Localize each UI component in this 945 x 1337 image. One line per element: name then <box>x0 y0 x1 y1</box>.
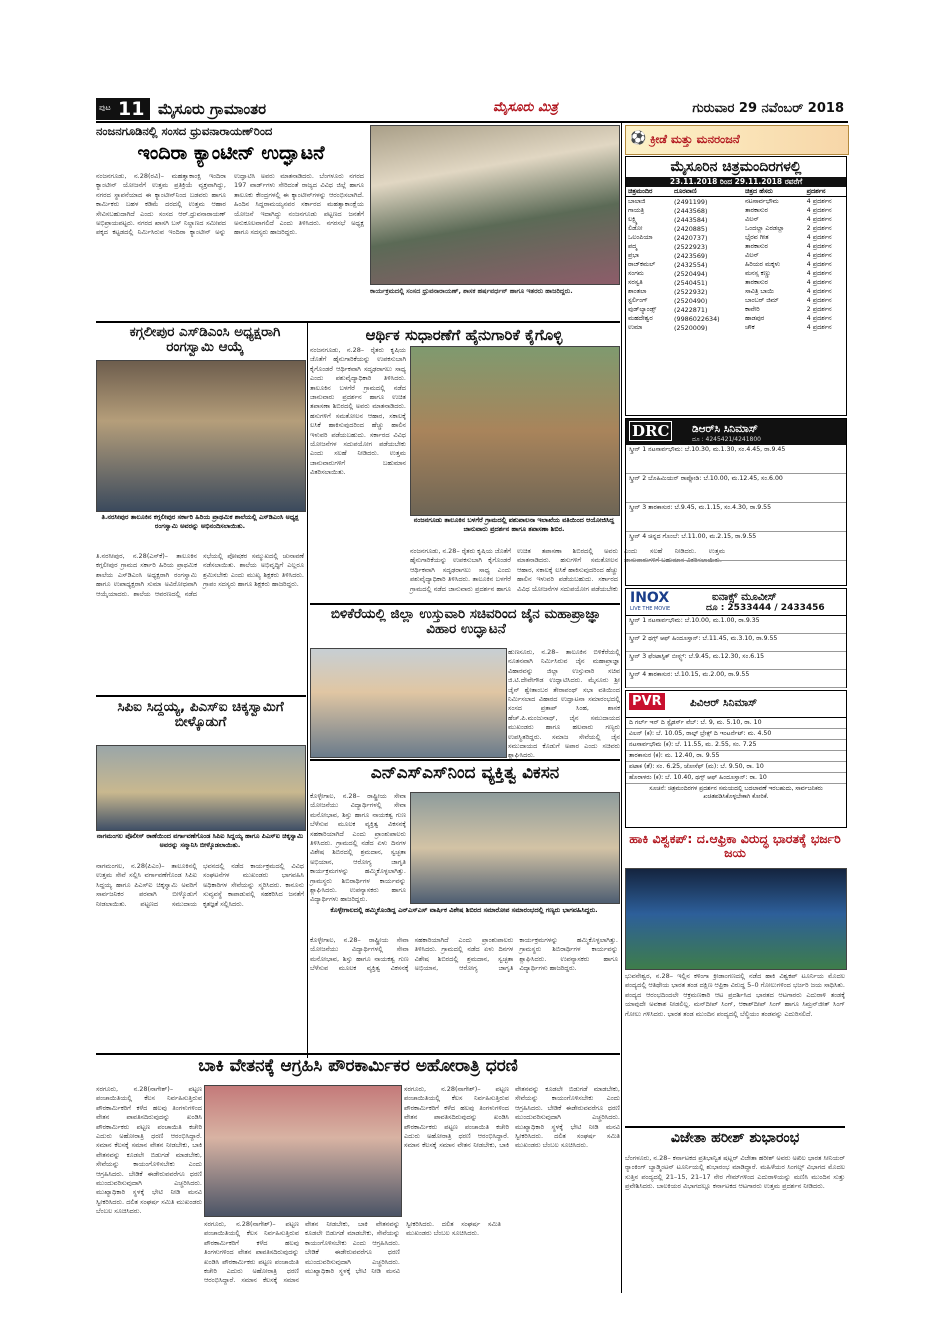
cow-body-continued: ನಂಜನಗೂಡು, ನ.28– ರೈತರು ಕೃಷಿಯ ಜೊತೆಗೆ ಹೈನುಗಾರಿಕೆಯನ್ನು ಉಪಕಸುಬಾಗಿ ಕೈಗೊಂಡರೆ ಆರ್ಥಿಕವಾಗಿ ಸದೃಢರಾಗಲು ಸಾಧ್ಯ ಎಂದು ಪಶುವೈದ್ಯಾಧಿಕಾರಿ ತಿಳಿಸಿದರು. ತಾಲೂಕಿನ ಬಳಗೆರೆ ಗ್ರಾಮದಲ್ಲಿ ನಡೆದ ಜಾನುವಾರು ಪ್ರದರ್ಶನ ಹಾಗೂ ಉಚಿತ ತಪಾಸಣಾ ಶಿಬಿರದಲ್ಲಿ ಅವರು ಮಾತನಾಡಿದರು. ಹಸುಗಳಿಗೆ ಸಮತೋಲನ ಆಹಾರ, ಸಕಾಲಕ್ಕೆ ಲಸಿಕೆ ಹಾಕಿಸುವುದರಿಂದ ಹೆಚ್ಚು ಹಾಲಿನ ಇಳುವರಿ ಪಡೆಯಬಹುದು. ಸರ್ಕಾರದ ವಿವಿಧ ಯೋಜನೆಗಳ ಸದುಪಯೋಗ ಪಡೆಯಬೇಕು ಎಂದು ಸಲಹೆ ನೀಡಿದರು. ಉತ್ತಮ ಜಾನುವಾರುಗಳಿಗೆ ಬಹುಮಾನ ವಿತರಿಸಲಾಯಿತು. <box>410 547 725 593</box>
page-number: 11 <box>118 98 145 120</box>
page-number-box <box>96 98 150 120</box>
sports-banner-text: ಕ್ರೀಡೆ ಮತ್ತು ಮನರಂಜನೆ <box>650 132 740 146</box>
jain-body: ಹುಣಸೂರು, ನ.28– ತಾಲೂಕಿನ ಬಿಳಿಕೆರೆಯಲ್ಲಿ ನೂತನವಾಗಿ ನಿರ್ಮಿಸಿರುವ ಜೈನ ಮಹಾಪ್ರಾಜ್ಞಾ ವಿಹಾರವನ್ನು ಜಿಲ್ಲಾ ಉಸ್ತುವಾರಿ ಸಚಿವ ಜಿ.ಟಿ.ದೇವೇಗೌಡ ಉದ್ಘಾಟಿಸಿದರು. ಮೈಸೂರು ಶ್ರೀ ಜೈನ್ ಶ್ವೇತಾಂಬರ ತೇರಾಪಂಥ್ ಸಭಾ ವತಿಯಿಂದ ನಿರ್ಮಿಸಲಾದ ವಿಹಾರದ ಉದ್ಘಾಟನಾ ಸಮಾರಂಭದಲ್ಲಿ ಸಂಸದ ಪ್ರತಾಪ್ ಸಿಂಹ, ಶಾಸಕ ಹೆಚ್.ಪಿ.ಮಂಜುನಾಥ್, ಜೈನ ಸಮುದಾಯದ ಮುಖಂಡರು ಹಾಗೂ ಹಲವಾರು ಗಣ್ಯರು ಉಪಸ್ಥಿತರಿದ್ದರು. ಸಮಾಜ ಸೇವೆಯಲ್ಲಿ ಜೈನ ಸಮುದಾಯದ ಕೊಡುಗೆ ಅಪಾರ ಎಂದು ಸಚಿವರು ಶ್ಲಾಘಿಸಿದರು. <box>508 648 620 760</box>
kaggali-body: ತಿ.ನರಸೀಪುರ, ನ.28(ಎಸ್‌ಕೆ)– ತಾಲೂಕಿನ ಕಗ್ಗಲೀಪುರ ಗ್ರಾಮದ ಸರ್ಕಾರಿ ಹಿರಿಯ ಪ್ರಾಥಮಿಕ ಶಾಲೆಯ ಎಸ್‌ಡಿಎಂಸಿ ಅಧ್ಯಕ್ಷರಾಗಿ ರಂಗಸ್ವಾಮಿ ಹಾಗೂ ಉಪಾಧ್ಯಕ್ಷರಾಗಿ ಸುಮಾ ಅವಿರೋಧವಾಗಿ ಆಯ್ಕೆಯಾದರು. ಶಾಲೆಯ ಆವರಣದಲ್ಲಿ ನಡೆದ ಸಭೆಯಲ್ಲಿ ಪೋಷಕರ ಸಮ್ಮುಖದಲ್ಲಿ ಚುನಾವಣೆ ನಡೆಸಲಾಯಿತು. ಶಾಲೆಯ ಅಭಿವೃದ್ಧಿಗೆ ಎಲ್ಲರೂ ಶ್ರಮಿಸಬೇಕು ಎಂದು ಮುಖ್ಯ ಶಿಕ್ಷಕರು ತಿಳಿಸಿದರು. ಗ್ರಾಪಂ ಸದಸ್ಯರು ಹಾಗೂ ಶಿಕ್ಷಕರು ಹಾಜರಿದ್ದರು. <box>96 552 304 598</box>
sports-banner <box>625 125 849 155</box>
cpi-photo <box>96 745 306 831</box>
pvr-row: ನಟಸಾರ್ವಭೌಮ (ಕ): ಬೆ. 11.55, ಮ. 2.55, ಸಂ. 7.25 <box>626 740 846 751</box>
cow-caption: ನಂಜನಗೂಡು ತಾಲೂಕಿನ ಬಳಗೆರೆ ಗ್ರಾಮದಲ್ಲಿ ಪಶುಪಾಲನಾ ಇಲಾಖೆಯ ವತಿಯಿಂದ ಆಯೋಜಿಸಿದ್ದ ಜಾನುವಾರು ಪ್ರದರ್ಶನ ಹಾಗೂ ತಪಾಸಣಾ ಶಿಬಿರ. <box>413 516 615 533</box>
lead-headline: ಇಂದಿರಾ ಕ್ಯಾಂಟೀನ್ ಉದ್ಘಾಟನೆ <box>137 142 325 164</box>
page-header <box>96 98 848 120</box>
pvr-row: ವಿಲನ್ (ಕ): ಬೆ. 10.05, ರಾಲ್ಫ್ ಬ್ರೇಕ್ಸ್ ದಿ ಇಂಟರ್ನೆಟ್: ಮ. 4.50 <box>626 729 846 740</box>
hockey-body: ಭುವನೇಶ್ವರ, ನ.28– ಇಲ್ಲಿನ ಕಳಿಂಗಾ ಕ್ರೀಡಾಂಗಣದಲ್ಲಿ ನಡೆದ ಹಾಕಿ ವಿಶ್ವಕಪ್ ಟೂರ್ನಿಯ ಮೊದಲ ಪಂದ್ಯದಲ್ಲಿ ಆತಿಥೇಯ ಭಾರತ ತಂಡ ದಕ್ಷಿಣ ಆಫ್ರಿಕಾ ವಿರುದ್ಧ 5–0 ಗೋಲುಗಳಿಂದ ಭರ್ಜರಿ ಜಯ ಸಾಧಿಸಿತು. ಪಂದ್ಯದ ಆರಂಭದಿಂದಲೇ ಆಕ್ರಮಣಕಾರಿ ಆಟ ಪ್ರದರ್ಶಿಸಿದ ಭಾರತದ ಆಟಗಾರರು ಎದುರಾಳಿ ತಂಡಕ್ಕೆ ಯಾವುದೇ ಅವಕಾಶ ನೀಡಲಿಲ್ಲ. ಮನ್‌ದೀಪ್ ಸಿಂಗ್, ಆಕಾಶ್‌ದೀಪ್ ಸಿಂಗ್ ಹಾಗೂ ಸಿಮ್ರನ್‌ಜೀತ್ ಸಿಂಗ್ ಗೋಲು ಗಳಿಸಿದರು. ಭಾರತ ತಂಡ ಮುಂದಿನ ಪಂದ್ಯದಲ್ಲಿ ಬೆಲ್ಜಿಯಂ ತಂಡವನ್ನು ಎದುರಿಸಲಿದೆ. <box>625 972 845 1018</box>
cinema-row: ಸಂಗಮ (2520494) ಮನಸ್ಸ ಕಣ್ಣು 4 ಪ್ರದರ್ಶನ <box>628 269 832 278</box>
inox-phone: ದೂ : 2533444 / 2433456 <box>706 603 825 613</box>
pvr-box <box>625 690 847 828</box>
cinema-title: ಮೈಸೂರಿನ ಚಿತ್ರಮಂದಿರಗಳಲ್ಲಿ <box>670 159 802 175</box>
pvr-row: ತಾರಕಾಸುರ (ಕ): ಮ. 12.40, ರಾ. 9.55 <box>626 751 846 762</box>
divider-6 <box>625 1126 845 1128</box>
cow-body: ನಂಜನಗೂಡು, ನ.28– ರೈತರು ಕೃಷಿಯ ಜೊತೆಗೆ ಹೈನುಗಾರಿಕೆಯನ್ನು ಉಪಕಸುಬಾಗಿ ಕೈಗೊಂಡರೆ ಆರ್ಥಿಕವಾಗಿ ಸದೃಢರಾಗಲು ಸಾಧ್ಯ ಎಂದು ಪಶುವೈದ್ಯಾಧಿಕಾರಿ ತಿಳಿಸಿದರು. ತಾಲೂಕಿನ ಬಳಗೆರೆ ಗ್ರಾಮದಲ್ಲಿ ನಡೆದ ಜಾನುವಾರು ಪ್ರದರ್ಶನ ಹಾಗೂ ಉಚಿತ ತಪಾಸಣಾ ಶಿಬಿರದಲ್ಲಿ ಅವರು ಮಾತನಾಡಿದರು. ಹಸುಗಳಿಗೆ ಸಮತೋಲನ ಆಹಾರ, ಸಕಾಲಕ್ಕೆ ಲಸಿಕೆ ಹಾಕಿಸುವುದರಿಂದ ಹೆಚ್ಚು ಹಾಲಿನ ಇಳುವರಿ ಪಡೆಯಬಹುದು. ಸರ್ಕಾರದ ವಿವಿಧ ಯೋಜನೆಗಳ ಸದುಪಯೋಗ ಪಡೆಯಬೇಕು ಎಂದು ಸಲಹೆ ನೀಡಿದರು. ಉತ್ತಮ ಜಾನುವಾರುಗಳಿಗೆ ಬಹುಮಾನ ವಿತರಿಸಲಾಯಿತು. <box>310 346 406 477</box>
section-title: ಮೈಸೂರು ಗ್ರಾಮಾಂತರ <box>158 100 267 118</box>
bottom-photo <box>204 1085 402 1217</box>
newspaper-logo: ಮೈಸೂರು ಮಿತ್ರ <box>493 100 558 115</box>
header-rule <box>96 121 848 123</box>
drc-title: ಡಿಆರ್‌ಸಿ ಸಿನಿಮಾಸ್ <box>692 423 758 435</box>
cinema-row: ಒಲಂಪಿಯಾ (2420737) ಭೈರವ ಗೀತ 4 ಪ್ರದರ್ಶನ <box>628 233 832 242</box>
hockey-photo <box>625 868 847 970</box>
drc-logo: DRC <box>629 421 672 441</box>
column-rule-right <box>621 123 622 1293</box>
divider-2 <box>96 695 306 697</box>
pvr-row: ಪಟಾಕ (ತೆ): ಸಂ. 6.25, ಜೋಸೆಫ್ (ಮ): ಬೆ. 9.50, ರಾ. 10 <box>626 762 846 773</box>
nss-body: ಕೊಳ್ಳೇಗಾಲ, ನ.28– ರಾಷ್ಟ್ರೀಯ ಸೇವಾ ಯೋಜನೆಯು ವಿದ್ಯಾರ್ಥಿಗಳಲ್ಲಿ ಸೇವಾ ಮನೋಭಾವ, ಶಿಸ್ತು ಹಾಗೂ ನಾಯಕತ್ವ ಗುಣ ಬೆಳೆಸುವ ಮೂಲಕ ವ್ಯಕ್ತಿತ್ವ ವಿಕಸನಕ್ಕೆ ಸಹಕಾರಿಯಾಗಿದೆ ಎಂದು ಪ್ರಾಂಶುಪಾಲರು ತಿಳಿಸಿದರು. ಗ್ರಾಮದಲ್ಲಿ ನಡೆದ ಏಳು ದಿನಗಳ ವಿಶೇಷ ಶಿಬಿರದಲ್ಲಿ ಶ್ರಮದಾನ, ಸ್ವಚ್ಛತಾ ಅಭಿಯಾನ, ಆರೋಗ್ಯ ಜಾಗೃತಿ ಕಾರ್ಯಕ್ರಮಗಳನ್ನು ಹಮ್ಮಿಕೊಳ್ಳಲಾಗಿತ್ತು. ಗ್ರಾಮಸ್ಥರು ಶಿಬಿರಾರ್ಥಿಗಳ ಕಾರ್ಯವನ್ನು ಶ್ಲಾಘಿಸಿದರು. ಉಪನ್ಯಾಸಕರು ಹಾಗೂ ವಿದ್ಯಾರ್ಥಿಗಳು ಹಾಜರಿದ್ದರು. <box>310 792 406 904</box>
cinema-row: ಲಿಡೋ (2420885) ಒಂದಲ್ಲಾ ಎರಡಲ್ಲಾ 2 ಪ್ರದರ್ಶನ <box>628 224 832 233</box>
nss-caption: ಕೊಳ್ಳೇಗಾಲದಲ್ಲಿ ಹಮ್ಮಿಕೊಂಡಿದ್ದ ಎನ್‌ಎಸ್‌ಎಸ್ ವಾರ್ಷಿಕ ವಿಶೇಷ ಶಿಬಿರದ ಸಮಾರೋಪ ಸಮಾರಂಭದಲ್ಲಿ ಗಣ್ಯರು ಭಾಗವಹಿಸಿದ್ದರು. <box>330 906 598 914</box>
cinema-row: ಪದ್ಮ (2522923) ತಾರಕಾಸುರ 4 ಪ್ರದರ್ಶನ <box>628 242 832 251</box>
cinema-row: ಸ್ಟರ್ಲಿಂಗ್ (2520490) ಬಾಂಬರ್ ಜಿಮ್ 4 ಪ್ರದರ್ಶನ <box>628 296 832 305</box>
kaggali-caption: ತಿ.ನರಸೀಪುರ ತಾಲೂಕಿನ ಕಗ್ಗಲೀಪುರ ಸರ್ಕಾರಿ ಹಿರಿಯ ಪ್ರಾಥಮಿಕ ಶಾಲೆಯಲ್ಲಿ ಎಸ್‌ಡಿಎಂಸಿ ಅಧ್ಯಕ್ಷ ರಂಗಸ್ವಾಮಿ ಅವರನ್ನು ಅಭಿನಂದಿಸಲಾಯಿತು. <box>101 513 299 530</box>
cinema-row: ಮಹದೇಶ್ವರ (9986022634) ಹಾಡಪುರ 4 ಪ್ರದರ್ಶನ <box>628 314 832 323</box>
harish-headline: ವಿಜೇತಾ ಹರೀಶ್ ಶುಭಾರಂಭ <box>670 1130 800 1146</box>
cpi-caption: ನಾಗಮಂಗಲ ಪೊಲೀಸ್ ಠಾಣೆಯಿಂದ ವರ್ಗಾವಣೆಗೊಂಡ ಸಿಪಿಐ ಸಿದ್ದಯ್ಯ ಹಾಗೂ ಪಿಎಸ್‌ಐ ಚಿಕ್ಕಸ್ವಾಮಿ ಅವರನ್ನು ಸನ್ಮಾನಿಸಿ ಬೀಳ್ಕೊಡಲಾಯಿತು. <box>96 832 304 849</box>
issue-date: ಗುರುವಾರ 29 ನವೆಂಬರ್ 2018 <box>692 101 844 116</box>
pvr-row: ದಿ ಗರ್ಲ್ ಇನ್ ದಿ ಸ್ಪೈಡರ್ಸ್ ವೆಬ್: ಬೆ. 9, ಮ. 5.10, ರಾ. 10 <box>626 718 846 729</box>
inox-row: ಸ್ಕ್ರೀನ್ 3 ಫೆಂಟಾಸ್ಟಿಕ್ ಬೀಸ್ಟ್ಸ್: ಬೆ.9.45, ಮ.12.30, ಸಂ.6.15 <box>626 652 846 670</box>
cpi-body: ನಾಗಮಂಗಲ, ನ.28(ಪಿಎಂ)– ತಾಲೂಕಿನಲ್ಲಿ ಉತ್ತಮ ಸೇವೆ ಸಲ್ಲಿಸಿ ವರ್ಗಾವಣೆಗೊಂಡ ಸಿಪಿಐ ಸಿದ್ದಯ್ಯ ಹಾಗೂ ಪಿಎಸ್‌ಐ ಚಿಕ್ಕಸ್ವಾಮಿ ಅವರಿಗೆ ಸಾರ್ವಜನಿಕರ ಪರವಾಗಿ ಬೀಳ್ಕೊಡುಗೆ ನೀಡಲಾಯಿತು. ಪಟ್ಟಣದ ಸಮುದಾಯ ಭವನದಲ್ಲಿ ನಡೆದ ಕಾರ್ಯಕ್ರಮದಲ್ಲಿ ವಿವಿಧ ಸಂಘಟನೆಗಳ ಮುಖಂಡರು ಭಾಗವಹಿಸಿ ಅಧಿಕಾರಿಗಳ ಸೇವೆಯನ್ನು ಸ್ಮರಿಸಿದರು. ಕಾನೂನು ಸುವ್ಯವಸ್ಥೆ ಕಾಪಾಡುವಲ್ಲಿ ಸಹಕರಿಸಿದ ಜನತೆಗೆ ಕೃತಜ್ಞತೆ ಸಲ್ಲಿಸಿದರು. <box>96 862 304 908</box>
kaggali-headline: ಕಗ್ಗಲೀಪುರ ಎಸ್‌ಡಿಎಂಸಿ ಅಧ್ಯಕ್ಷರಾಗಿ ರಂಗಸ್ವಾಮಿ ಆಯ್ಕೆ <box>129 324 281 355</box>
pvr-title: ಪಿವಿಆರ್ ಸಿನಿಮಾಸ್ <box>690 697 758 709</box>
cinema-dates: 23.11.2018 ರಿಂದ 29.11.2018 ರವರೆಗೆ <box>626 177 846 187</box>
col-phone: ದೂರವಾಣಿ <box>674 187 697 195</box>
harish-body: ಬೆಂಗಳೂರು, ನ.28– ಕರ್ನಾಟಕದ ಪ್ರತಿಭಾನ್ವಿತ ಷಟ್ಲರ್ ವಿಜೇತಾ ಹರೀಶ್ ಅವರು ಅಖಿಲ ಭಾರತ ಸೀನಿಯರ್ ರ‍್ಯಾಂಕಿಂಗ್ ಬ್ಯಾಡ್ಮಿಂಟನ್ ಟೂರ್ನಿಯಲ್ಲಿ ಶುಭಾರಂಭ ಮಾಡಿದ್ದಾರೆ. ಮಹಿಳೆಯರ ಸಿಂಗಲ್ಸ್ ವಿಭಾಗದ ಮೊದಲ ಸುತ್ತಿನ ಪಂದ್ಯದಲ್ಲಿ 21–15, 21–17 ನೇರ ಗೇಮ್‌ಗಳಿಂದ ಎದುರಾಳಿಯನ್ನು ಮಣಿಸಿ ಮುಂದಿನ ಸುತ್ತು ಪ್ರವೇಶಿಸಿದರು. ಬಾಲಕಿಯರ ವಿಭಾಗದಲ್ಲೂ ಕರ್ನಾಟಕದ ಆಟಗಾರರು ಉತ್ತಮ ಪ್ರದರ್ಶನ ನೀಡಿದರು. <box>625 1154 845 1191</box>
pvr-note: ಸೂಚನೆ: ಚಿತ್ರಮಂದಿರಗಳ ಪ್ರದರ್ಶನ ಸಮಯದಲ್ಲಿ ಬದಲಾವಣೆ ಇರಬಹುದು, ಸಾರ್ವಜನಿಕರು ಖಚಿತಪಡಿಸಿಕೊಳ್ಳಬೇಕಾಗಿ ಕೋರಿಕೆ. <box>649 785 823 800</box>
drc-row: ಸ್ಕ್ರೀನ್ 3 ತಾರಕಾಸುರ: ಬೆ.9.45, ಮ.1.15, ಸಂ.4.30, ರಾ.9.55 <box>626 503 846 532</box>
inox-title: ಐನಾಕ್ಸ್ ಮೂವೀಸ್ <box>712 591 777 603</box>
cinema-row: ಸರಸ್ವತಿ (2540451) ತಾರಕಾಸುರ 4 ಪ್ರದರ್ಶನ <box>628 278 832 287</box>
divider-5 <box>96 1053 620 1055</box>
bottom-body: ಸರಗೂರು, ನ.28(ನಾಗೇಶ್)– ಪಟ್ಟಣ ಪಂಚಾಯಿತಿಯಲ್ಲಿ ಕೆಲಸ ನಿರ್ವಹಿಸುತ್ತಿರುವ ಪೌರಕಾರ್ಮಿಕರಿಗೆ ಕಳೆದ ಹಲವು ತಿಂಗಳುಗಳಿಂದ ವೇತನ ಪಾವತಿಸದಿರುವುದನ್ನು ಖಂಡಿಸಿ ಪೌರಕಾರ್ಮಿಕರು ಪಟ್ಟಣ ಪಂಚಾಯಿತಿ ಕಚೇರಿ ಎದುರು ಅಹೋರಾತ್ರಿ ಧರಣಿ ಆರಂಭಿಸಿದ್ದಾರೆ. ಸಮಾನ ಕೆಲಸಕ್ಕೆ ಸಮಾನ ವೇತನ ನೀಡಬೇಕು, ಬಾಕಿ ವೇತನವನ್ನು ಕೂಡಲೇ ಬಿಡುಗಡೆ ಮಾಡಬೇಕು, ಸೇವೆಯನ್ನು ಕಾಯಂಗೊಳಿಸಬೇಕು ಎಂದು ಆಗ್ರಹಿಸಿದರು. ಬೇಡಿಕೆ ಈಡೇರುವವರೆಗೂ ಧರಣಿ ಮುಂದುವರಿಸುವುದಾಗಿ ಎಚ್ಚರಿಸಿದರು. ಮುಖ್ಯಾಧಿಕಾರಿ ಸ್ಥಳಕ್ಕೆ ಭೇಟಿ ನೀಡಿ ಮನವಿ ಸ್ವೀಕರಿಸಿದರು. ದಲಿತ ಸಂಘರ್ಷ ಸಮಿತಿ ಮುಖಂಡರು ಬೆಂಬಲ ಸೂಚಿಸಿದರು. <box>96 1085 202 1216</box>
divider-4 <box>310 759 620 761</box>
col-shows: ಪ್ರದರ್ಶನ <box>806 187 826 195</box>
kaggali-photo <box>96 360 306 512</box>
lead-kicker: ನಂಜನಗೂಡಿನಲ್ಲಿ ಸಂಸದ ಧ್ರುವನಾರಾಯಣ್‌ರಿಂದ <box>96 124 273 138</box>
cinema-header-row <box>626 187 846 197</box>
col-film: ಚಿತ್ರದ ಹೆಸರು <box>744 187 773 195</box>
cinema-row: ವುಡ್‌ಲ್ಯಾಂಡ್ಸ್ (2422871) ಕಾವೇರಿ 2 ಪ್ರದರ್ಶನ <box>628 305 832 314</box>
inox-row: ಸ್ಕ್ರೀನ್ 1 ನಟಸಾರ್ವಭೌಮ: ಬೆ.10.00, ಮ.1.00, ರಾ.9.35 <box>626 616 846 634</box>
cow-photo <box>410 346 620 516</box>
drc-box <box>625 418 847 586</box>
cinema-row: ಗಾಯತ್ರಿ (2443568) ತಾರಕಾಸುರ 4 ಪ್ರದರ್ಶನ <box>628 206 832 215</box>
jain-headline: ಬಿಳಿಕೆರೆಯಲ್ಲಿ ಜಿಲ್ಲಾ ಉಸ್ತುವಾರಿ ಸಚಿವರಿಂದ ಜೈನ ಮಹಾಪ್ರಾಜ್ಞಾ ವಿಹಾರ ಉದ್ಘಾಟನೆ <box>330 606 602 637</box>
col-theatre: ಚಿತ್ರಮಂದಿರ <box>628 187 653 195</box>
nss-headline: ಎನ್‌ಎಸ್‌ಎಸ್‌ನಿಂದ ವ್ಯಕ್ತಿತ್ವ ವಿಕಸನ <box>370 763 560 783</box>
lead-photo <box>370 125 620 285</box>
cinema-listing <box>625 156 847 416</box>
drc-row: ಸ್ಕ್ರೀನ್ 2 ಬೊಹಿಮಿಯನ್ ರಾಪ್ಸೋಡಿ: ಬೆ.10.00, ಮ.12.45, ಸಂ.6.00 <box>626 474 846 503</box>
bottom-body-continued: ಸರಗೂರು, ನ.28(ನಾಗೇಶ್)– ಪಟ್ಟಣ ಪಂಚಾಯಿತಿಯಲ್ಲಿ ಕೆಲಸ ನಿರ್ವಹಿಸುತ್ತಿರುವ ಪೌರಕಾರ್ಮಿಕರಿಗೆ ಕಳೆದ ಹಲವು ತಿಂಗಳುಗಳಿಂದ ವೇತನ ಪಾವತಿಸದಿರುವುದನ್ನು ಖಂಡಿಸಿ ಪೌರಕಾರ್ಮಿಕರು ಪಟ್ಟಣ ಪಂಚಾಯಿತಿ ಕಚೇರಿ ಎದುರು ಅಹೋರಾತ್ರಿ ಧರಣಿ ಆರಂಭಿಸಿದ್ದಾರೆ. ಸಮಾನ ಕೆಲಸಕ್ಕೆ ಸಮಾನ ವೇತನ ನೀಡಬೇಕು, ಬಾಕಿ ವೇತನವನ್ನು ಕೂಡಲೇ ಬಿಡುಗಡೆ ಮಾಡಬೇಕು, ಸೇವೆಯನ್ನು ಕಾಯಂಗೊಳಿಸಬೇಕು ಎಂದು ಆಗ್ರಹಿಸಿದರು. ಬೇಡಿಕೆ ಈಡೇರುವವರೆಗೂ ಧರಣಿ ಮುಂದುವರಿಸುವುದಾಗಿ ಎಚ್ಚರಿಸಿದರು. ಮುಖ್ಯಾಧಿಕಾರಿ ಸ್ಥಳಕ್ಕೆ ಭೇಟಿ ನೀಡಿ ಮನವಿ ಸ್ವೀಕರಿಸಿದರು. ದಲಿತ ಸಂಘರ್ಷ ಸಮಿತಿ ಮುಖಂಡರು ಬೆಂಬಲ ಸೂಚಿಸಿದರು. <box>204 1220 501 1285</box>
drc-row: ಸ್ಕ್ರೀನ್ 4 ಚಿನ್ನದ ಗೊಂಬೆ: ಬೆ.11.00, ಮ.2.15, ರಾ.9.55 <box>626 532 846 561</box>
sports-icon: ⚽ <box>630 131 647 146</box>
nss-body-continued: ಕೊಳ್ಳೇಗಾಲ, ನ.28– ರಾಷ್ಟ್ರೀಯ ಸೇವಾ ಯೋಜನೆಯು ವಿದ್ಯಾರ್ಥಿಗಳಲ್ಲಿ ಸೇವಾ ಮನೋಭಾವ, ಶಿಸ್ತು ಹಾಗೂ ನಾಯಕತ್ವ ಗುಣ ಬೆಳೆಸುವ ಮೂಲಕ ವ್ಯಕ್ತಿತ್ವ ವಿಕಸನಕ್ಕೆ ಸಹಕಾರಿಯಾಗಿದೆ ಎಂದು ಪ್ರಾಂಶುಪಾಲರು ತಿಳಿಸಿದರು. ಗ್ರಾಮದಲ್ಲಿ ನಡೆದ ಏಳು ದಿನಗಳ ವಿಶೇಷ ಶಿಬಿರದಲ್ಲಿ ಶ್ರಮದಾನ, ಸ್ವಚ್ಛತಾ ಅಭಿಯಾನ, ಆರೋಗ್ಯ ಜಾಗೃತಿ ಕಾರ್ಯಕ್ರಮಗಳನ್ನು ಹಮ್ಮಿಕೊಳ್ಳಲಾಗಿತ್ತು. ಗ್ರಾಮಸ್ಥರು ಶಿಬಿರಾರ್ಥಿಗಳ ಕಾರ್ಯವನ್ನು ಶ್ಲಾಘಿಸಿದರು. ಉಪನ್ಯಾಸಕರು ಹಾಗೂ ವಿದ್ಯಾರ್ಥಿಗಳು ಹಾಜರಿದ್ದರು. <box>310 936 618 973</box>
drc-row: ಸ್ಕ್ರೀನ್ 1 ನಟಸಾರ್ವಭೌಮ: ಬೆ.10.30, ಮ.1.30, ಸಂ.4.45, ರಾ.9.45 <box>626 445 846 474</box>
cinema-row: ಪ್ರಭಾ (2423569) ವಿಲನ್ 4 ಪ್ರದರ್ಶನ <box>628 251 832 260</box>
lead-body: ನಂಜನಗೂಡು, ನ.28(ರವಿ)– ಮಹತ್ವಾಕಾಂಕ್ಷಿ ಇಂದಿರಾ ಕ್ಯಾಂಟೀನ್ ಯೋಜನೆಗೆ ಉತ್ತಮ ಪ್ರತಿಕ್ರಿಯೆ ವ್ಯಕ್ತವಾಗಿದ್ದು, ನಗರದ ಸ್ಥಾಪನೆಯಾದ ಈ ಕ್ಯಾಂಟೀನ್‌ನಿಂದ ಬಡವರು ಹಾಗೂ ಕಾರ್ಮಿಕರು ಬಹಳ ಕಡಿಮೆ ದರದಲ್ಲಿ ಉತ್ತಮ ಆಹಾರ ಸೇವಿಸಬಹುದಾಗಿದೆ ಎಂದು ಸಂಸದ ಆರ್.ಧ್ರುವನಾರಾಯಣ್ ಅಭಿಪ್ರಾಯಪಟ್ಟರು. ನಗರದ ಖಾಸಗಿ ಬಸ್ ನಿಲ್ದಾಣದ ಸಮೀಪದ ಪಕ್ಕದ ಕಟ್ಟಡದಲ್ಲಿ ನಿರ್ಮಿಸಿರುವ ಇಂದಿರಾ ಕ್ಯಾಂಟೀನ್ ಅನ್ನು ಉದ್ಘಾಟಿಸಿ ಅವರು ಮಾತನಾಡಿದರು. ಬೆಂಗಳೂರು ನಗರದ 197 ವಾರ್ಡ್‌ಗಳು ಸೇರಿದಂತೆ ರಾಜ್ಯದ ವಿವಿಧ ಜಿಲ್ಲೆ ಹಾಗೂ ತಾಲೂಕು ಕೇಂದ್ರಗಳಲ್ಲಿ ಈ ಕ್ಯಾಂಟೀನ್‌ಗಳನ್ನು ಆರಂಭಿಸಲಾಗಿದೆ. ಹಿಂದಿನ ಸಿದ್ದರಾಮಯ್ಯನವರ ಸರ್ಕಾರದ ಮಹತ್ವಾಕಾಂಕ್ಷೆಯ ಯೋಜನೆ ಇದಾಗಿದ್ದು ನಂಜನಗೂಡು ಪಟ್ಟಣದ ಜನತೆಗೆ ಅನುಕೂಲವಾಗಲಿದೆ ಎಂದು ತಿಳಿಸಿದರು. ನಗರಸಭೆ ಅಧ್ಯಕ್ಷ ಹಾಗೂ ಸದಸ್ಯರು ಹಾಜರಿದ್ದರು. <box>96 172 364 237</box>
cpi-headline: ಸಿಪಿಐ ಸಿದ್ದಯ್ಯ, ಪಿಎಸ್‌ಐ ಚಿಕ್ಕಸ್ವಾಮಿಗೆ ಬೀಳ್ಕೊಡುಗೆ <box>117 699 284 730</box>
bottom-body-right: ಸರಗೂರು, ನ.28(ನಾಗೇಶ್)– ಪಟ್ಟಣ ಪಂಚಾಯಿತಿಯಲ್ಲಿ ಕೆಲಸ ನಿರ್ವಹಿಸುತ್ತಿರುವ ಪೌರಕಾರ್ಮಿಕರಿಗೆ ಕಳೆದ ಹಲವು ತಿಂಗಳುಗಳಿಂದ ವೇತನ ಪಾವತಿಸದಿರುವುದನ್ನು ಖಂಡಿಸಿ ಪೌರಕಾರ್ಮಿಕರು ಪಟ್ಟಣ ಪಂಚಾಯಿತಿ ಕಚೇರಿ ಎದುರು ಅಹೋರಾತ್ರಿ ಧರಣಿ ಆರಂಭಿಸಿದ್ದಾರೆ. ಸಮಾನ ಕೆಲಸಕ್ಕೆ ಸಮಾನ ವೇತನ ನೀಡಬೇಕು, ಬಾಕಿ ವೇತನವನ್ನು ಕೂಡಲೇ ಬಿಡುಗಡೆ ಮಾಡಬೇಕು, ಸೇವೆಯನ್ನು ಕಾಯಂಗೊಳಿಸಬೇಕು ಎಂದು ಆಗ್ರಹಿಸಿದರು. ಬೇಡಿಕೆ ಈಡೇರುವವರೆಗೂ ಧರಣಿ ಮುಂದುವರಿಸುವುದಾಗಿ ಎಚ್ಚರಿಸಿದರು. ಮುಖ್ಯಾಧಿಕಾರಿ ಸ್ಥಳಕ್ಕೆ ಭೇಟಿ ನೀಡಿ ಮನವಿ ಸ್ವೀಕರಿಸಿದರು. ದಲಿತ ಸಂಘರ್ಷ ಸಮಿತಿ ಮುಖಂಡರು ಬೆಂಬಲ ಸೂಚಿಸಿದರು. <box>404 1085 620 1150</box>
divider-3 <box>310 603 620 605</box>
inox-row: ಸ್ಕ್ರೀನ್ 2 ಥಗ್ಸ್ ಆಫ್ ಹಿಂದೂಸ್ತಾನ್: ಬೆ.11.45, ಮ.3.10, ರಾ.9.55 <box>626 634 846 652</box>
cinema-table <box>626 187 846 332</box>
column-rule-left <box>307 323 308 1058</box>
pvr-row: ಹೊರಾಳರು (ಕ): ಬೆ. 10.40, ಥಗ್ಸ್ ಆಫ್ ಹಿಂದೂಸ್ತಾನ್: ರಾ. 10 <box>626 773 846 784</box>
inox-row: ಸ್ಕ್ರೀನ್ 4 ತಾರಕಾಸುರ: ಬೆ.10.15, ಮ.2.00, ರಾ.9.55 <box>626 670 846 688</box>
inox-logo: INOX <box>630 590 670 606</box>
cinema-row: ರಾಜ್‌ಕಮಲ್ (2432554) ಹಿರಿಯರ ಮಕ್ಕಳು 4 ಪ್ರದರ್ಶನ <box>628 260 832 269</box>
inox-box <box>625 588 847 688</box>
pvr-logo: PVR <box>629 693 665 710</box>
divider-1 <box>96 321 620 323</box>
page-word: ಪುಟ <box>99 103 111 112</box>
hockey-headline: ಹಾಕಿ ವಿಶ್ವಕಪ್: ದ.ಆಫ್ರಿಕಾ ವಿರುದ್ಧ ಭಾರತಕ್ಕೆ ಭರ್ಜರಿ ಜಯ <box>629 831 841 860</box>
drc-phone: ದೂ : 4245421/4241800 <box>692 436 762 443</box>
cinema-row: ಉಮಾ (2520009) ಚೌಕ 4 ಪ್ರದರ್ಶನ <box>628 323 832 332</box>
jain-photo <box>310 648 507 758</box>
lead-body-continued: ಕಾರ್ಯಕ್ರಮದಲ್ಲಿ ಸಂಸದ ಧ್ರುವನಾರಾಯಣ್, ಶಾಸಕ ಹರ್ಷವರ್ಧನ್ ಹಾಗೂ ಇತರರು ಹಾಜರಿದ್ದರು. <box>370 287 573 295</box>
cinema-row: ಬಾಲಾಜಿ (2491199) ನಟಸಾರ್ವಭೌಮ 4 ಪ್ರದರ್ಶನ <box>628 197 832 206</box>
cinema-row: ಲಕ್ಷ್ಮಿ (2443584) ವಿಲನ್ 4 ಪ್ರದರ್ಶನ <box>628 215 832 224</box>
inox-tagline: LIVE THE MOVIE <box>630 606 671 612</box>
cinema-row: ಶಾಂತಲಾ (2522932) ಸಾವಿತ್ರಿ ಬಾಯಿ 4 ಪ್ರದರ್ಶನ <box>628 287 832 296</box>
nss-photo <box>410 792 620 904</box>
cow-headline: ಆರ್ಥಿಕ ಸುಧಾರಣೆಗೆ ಹೈನುಗಾರಿಕೆ ಕೈಗೊಳ್ಳಿ <box>365 326 563 344</box>
bottom-headline: ಬಾಕಿ ವೇತನಕ್ಕೆ ಆಗ್ರಹಿಸಿ ಪೌರಕಾರ್ಮಿಕರ ಅಹೋರಾತ್ರಿ ಧರಣಿ <box>198 1056 518 1076</box>
